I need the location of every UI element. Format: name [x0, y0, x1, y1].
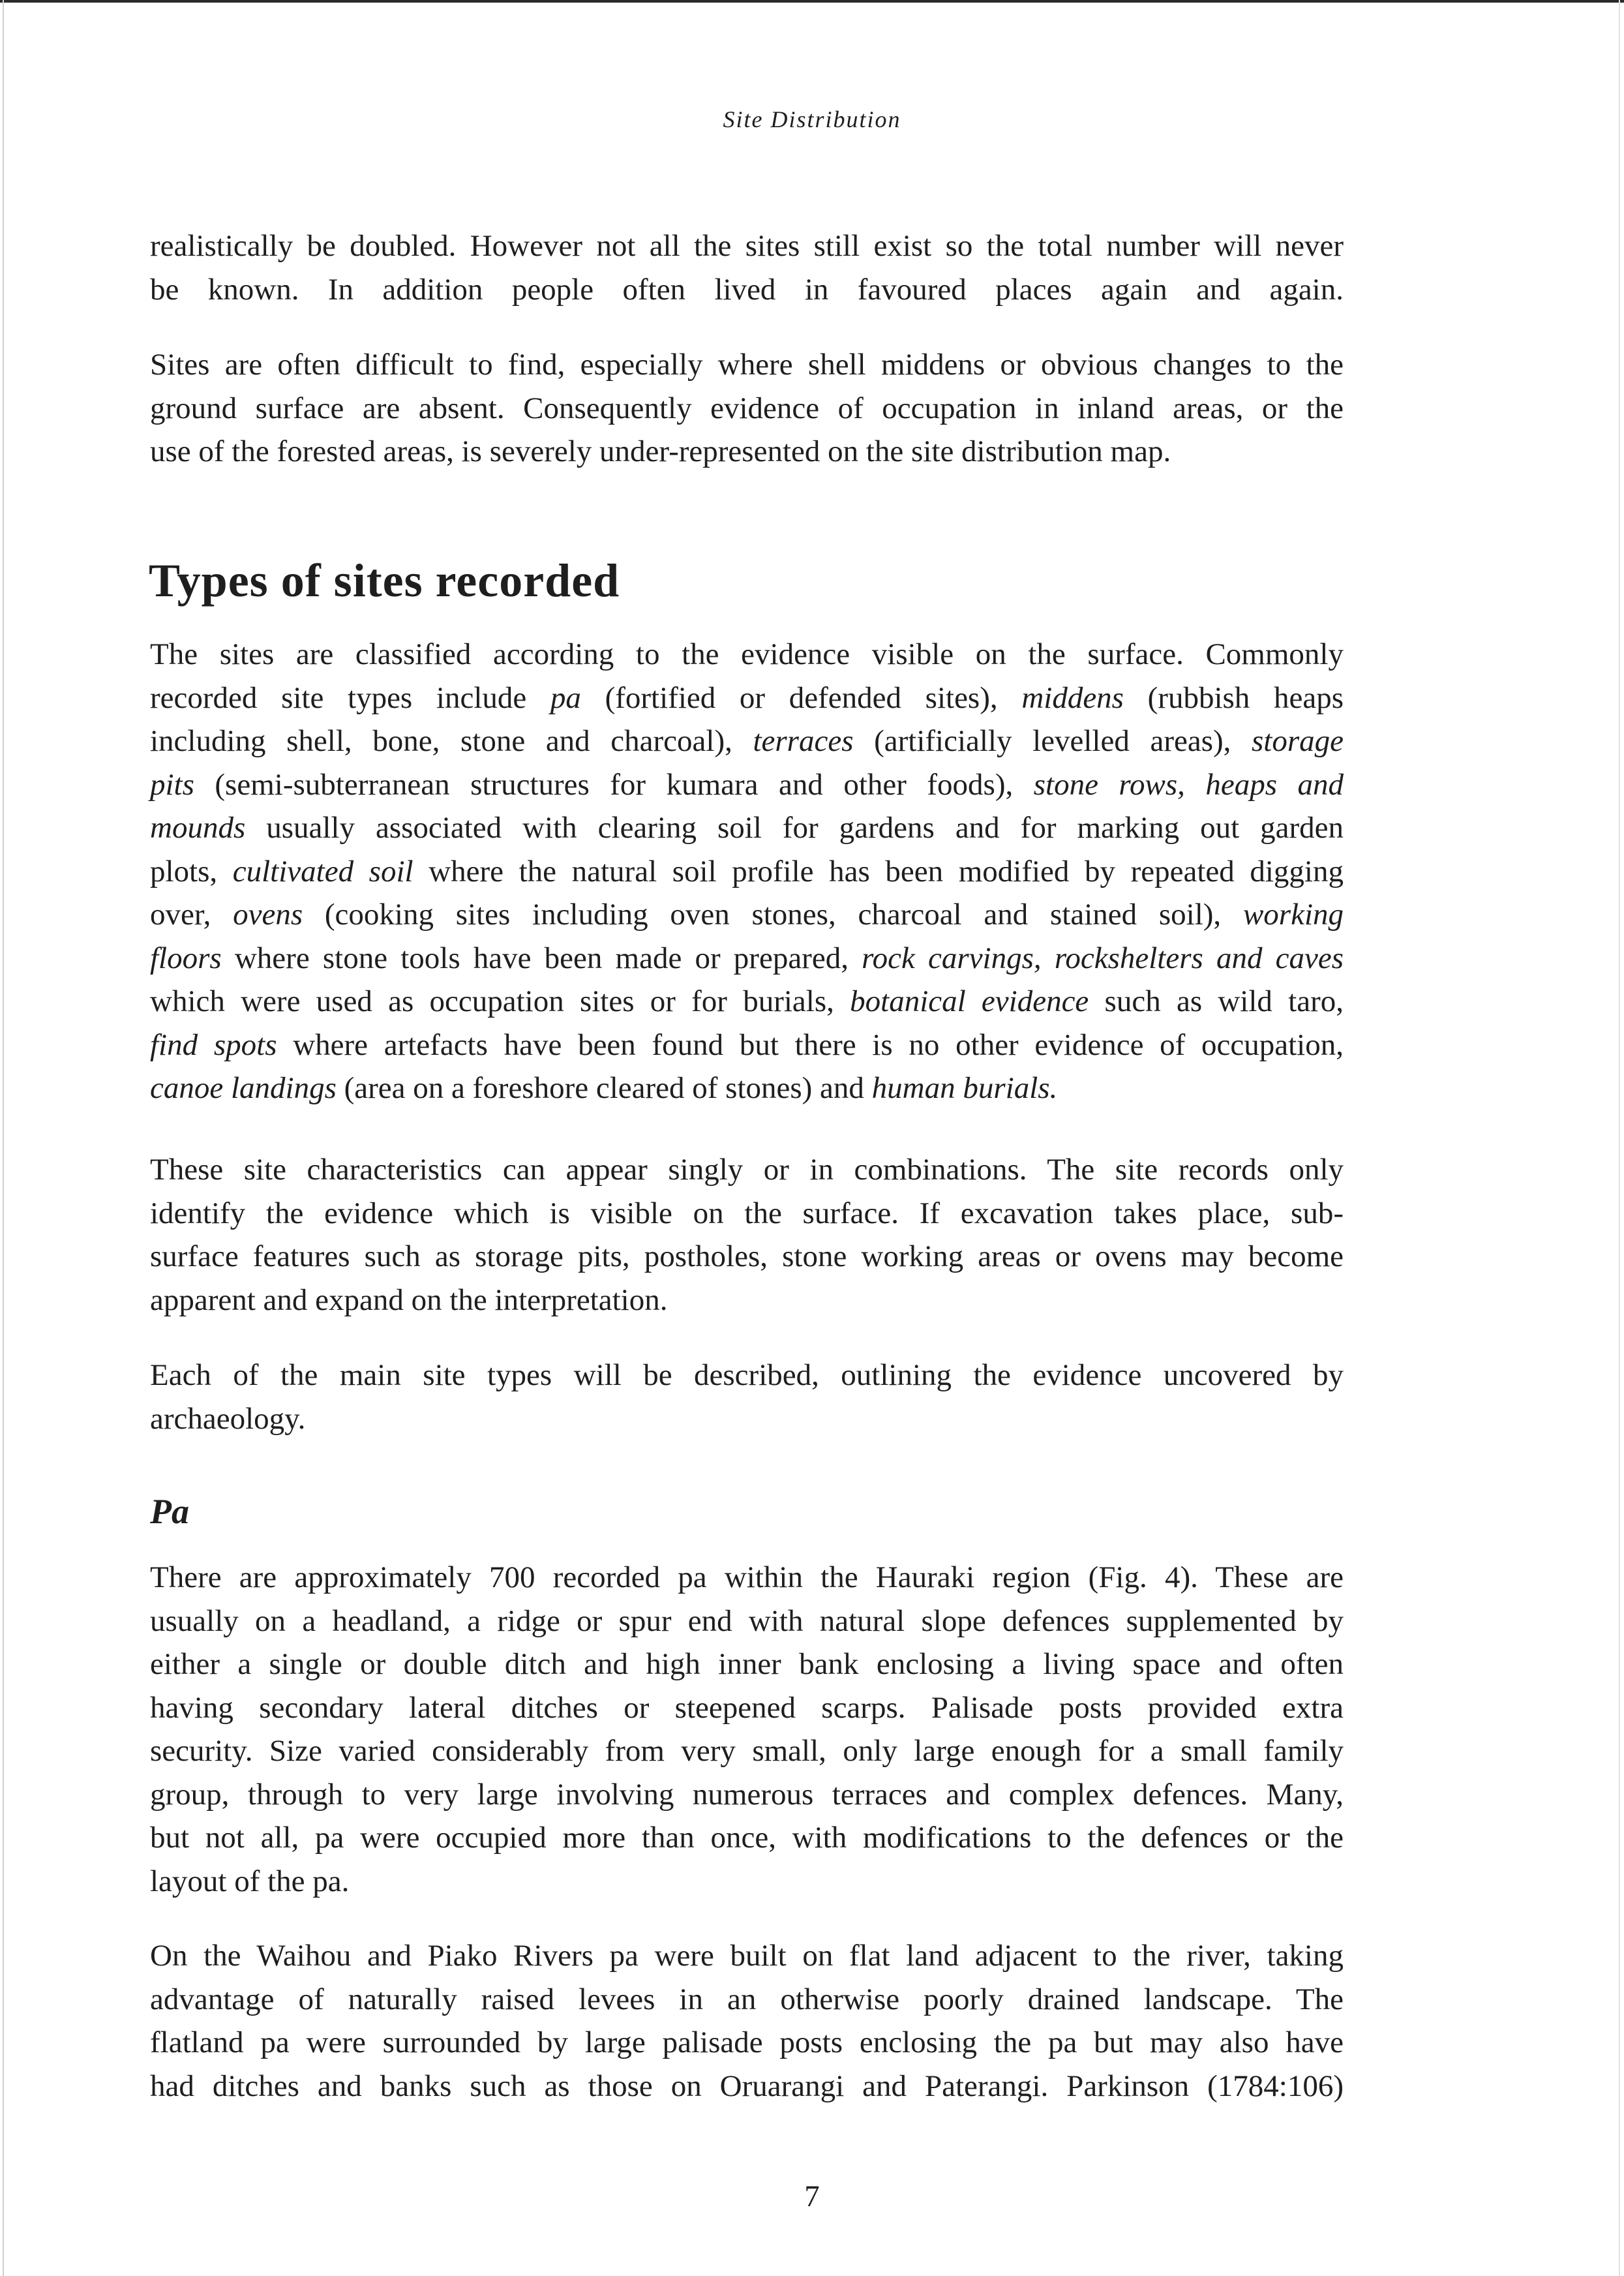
subsection-title-pa: Pa	[150, 1492, 189, 1531]
intro-paragraph-1	[150, 224, 1344, 311]
text-line: There are approximately 700 recorded pa within the Hauraki region (Fig. 4). These are	[150, 1560, 1344, 1594]
text-line: recorded site types include pa (fortified or defended sites), middens (rubbish heaps	[150, 680, 1344, 715]
pa-paragraph-1	[150, 1556, 1344, 1903]
text-line: find spots where artefacts have been found but there is no other evidence of occupation,	[150, 1027, 1344, 1062]
italic-term: mounds	[150, 811, 246, 845]
text-line: group, through to very large involving numerous terraces and complex defences. Many,	[150, 1777, 1344, 1812]
italic-term: terraces	[753, 724, 854, 758]
text-line: including shell, bone, stone and charcoal), terraces (artificially levelled areas), storage	[150, 724, 1344, 758]
pa-paragraph-2	[150, 1934, 1344, 2108]
text-line: Sites are often difficult to find, especially where shell middens or obvious changes to the	[150, 348, 1344, 382]
italic-term: floors	[150, 941, 222, 975]
italic-term: pits	[150, 767, 194, 802]
text-line: mounds usually associated with clearing soil for gardens and for marking out garden	[150, 811, 1344, 845]
text-line: canoe landings (area on a foreshore cleared of stones) and human burials.	[150, 1071, 1058, 1105]
text-line: realistically be doubled. However not all the sites still exist so the total number will never	[150, 229, 1344, 263]
text-line: These site characteristics can appear singly or in combinations. The site records only	[150, 1153, 1344, 1187]
text-line: ground surface are absent. Consequently evidence of occupation in inland areas, or the	[150, 391, 1344, 425]
text-line: floors where stone tools have been made or prepared, rock carvings, rockshelters and caves	[150, 941, 1344, 975]
text-line: identify the evidence which is visible on the surface. If excavation takes place, sub-	[150, 1196, 1344, 1230]
right-scan-edge	[1619, 0, 1620, 2276]
section-title: Types of sites recorded	[149, 554, 620, 607]
text-line: apparent and expand on the interpretation.	[150, 1282, 668, 1317]
intro-paragraph-2	[150, 343, 1344, 474]
italic-term: storage	[1252, 724, 1344, 758]
italic-term: working	[1242, 898, 1344, 932]
italic-term: cultivated soil	[232, 854, 414, 888]
text-line: Each of the main site types will be described, outlining the evidence uncovered by	[150, 1358, 1344, 1392]
italic-term: stone rows, heaps and	[1033, 767, 1344, 802]
text-line: be known. In addition people often lived in favoured places again and again.	[150, 272, 1344, 307]
text-line: either a single or double ditch and high inner bank enclosing a living space and often	[150, 1647, 1344, 1681]
text-line: which were used as occupation sites or for burials, botanical evidence such as wild taro,	[150, 984, 1344, 1018]
text-line: advantage of naturally raised levees in an otherwise poorly drained landscape. The	[150, 1982, 1344, 2016]
text-line: pits (semi-subterranean structures for kumara and other foods), stone rows, heaps and	[150, 767, 1344, 802]
top-scan-rule	[0, 0, 1624, 3]
italic-term: find spots	[150, 1027, 277, 1062]
page-number: 7	[804, 2179, 820, 2213]
text-line: The sites are classified according to the evidence visible on the surface. Commonly	[150, 637, 1344, 671]
text-line: usually on a headland, a ridge or spur end with natural slope defences supplemented by	[150, 1603, 1344, 1638]
text-line: over, ovens (cooking sites including oven stones, charcoal and stained soil), working	[150, 898, 1344, 932]
text-line: use of the forested areas, is severely under-represented on the site distribution map.	[150, 434, 1171, 468]
text-line: On the Waihou and Piako Rivers pa were built on flat land adjacent to the river, taking	[150, 1939, 1344, 1973]
site-descriptions-paragraph	[150, 1354, 1344, 1440]
left-scan-edge	[3, 0, 4, 2276]
italic-term: canoe landings	[150, 1071, 337, 1105]
text-line: security. Size varied considerably from very small, only large enough for a small family	[150, 1734, 1344, 1768]
italic-term: middens	[1021, 680, 1124, 715]
italic-term: pa	[550, 680, 581, 715]
text-line: but not all, pa were occupied more than once, with modifications to the defences or the	[150, 1821, 1344, 1855]
italic-term: human burials.	[871, 1071, 1058, 1105]
text-line: having secondary lateral ditches or steepened scarps. Palisade posts provided extra	[150, 1690, 1344, 1725]
site-types-paragraph	[150, 633, 1344, 1110]
italic-term: botanical evidence	[850, 984, 1089, 1018]
text-line: plots, cultivated soil where the natural soil profile has been modified by repeated digging	[150, 854, 1344, 888]
text-line: surface features such as storage pits, postholes, stone working areas or ovens may become	[150, 1239, 1344, 1273]
italic-term: ovens	[233, 898, 303, 932]
text-line: had ditches and banks such as those on Oruarangi and Paterangi. Parkinson (1784:106)	[150, 2069, 1344, 2103]
text-line: layout of the pa.	[150, 1864, 350, 1898]
text-line: flatland pa were surrounded by large palisade posts enclosing the pa but may also have	[150, 2026, 1344, 2059]
running-head: Site Distribution	[723, 106, 901, 132]
text-line: archaeology.	[150, 1401, 306, 1436]
italic-term: rock carvings, rockshelters and caves	[862, 941, 1344, 975]
site-characteristics-paragraph	[150, 1148, 1344, 1322]
